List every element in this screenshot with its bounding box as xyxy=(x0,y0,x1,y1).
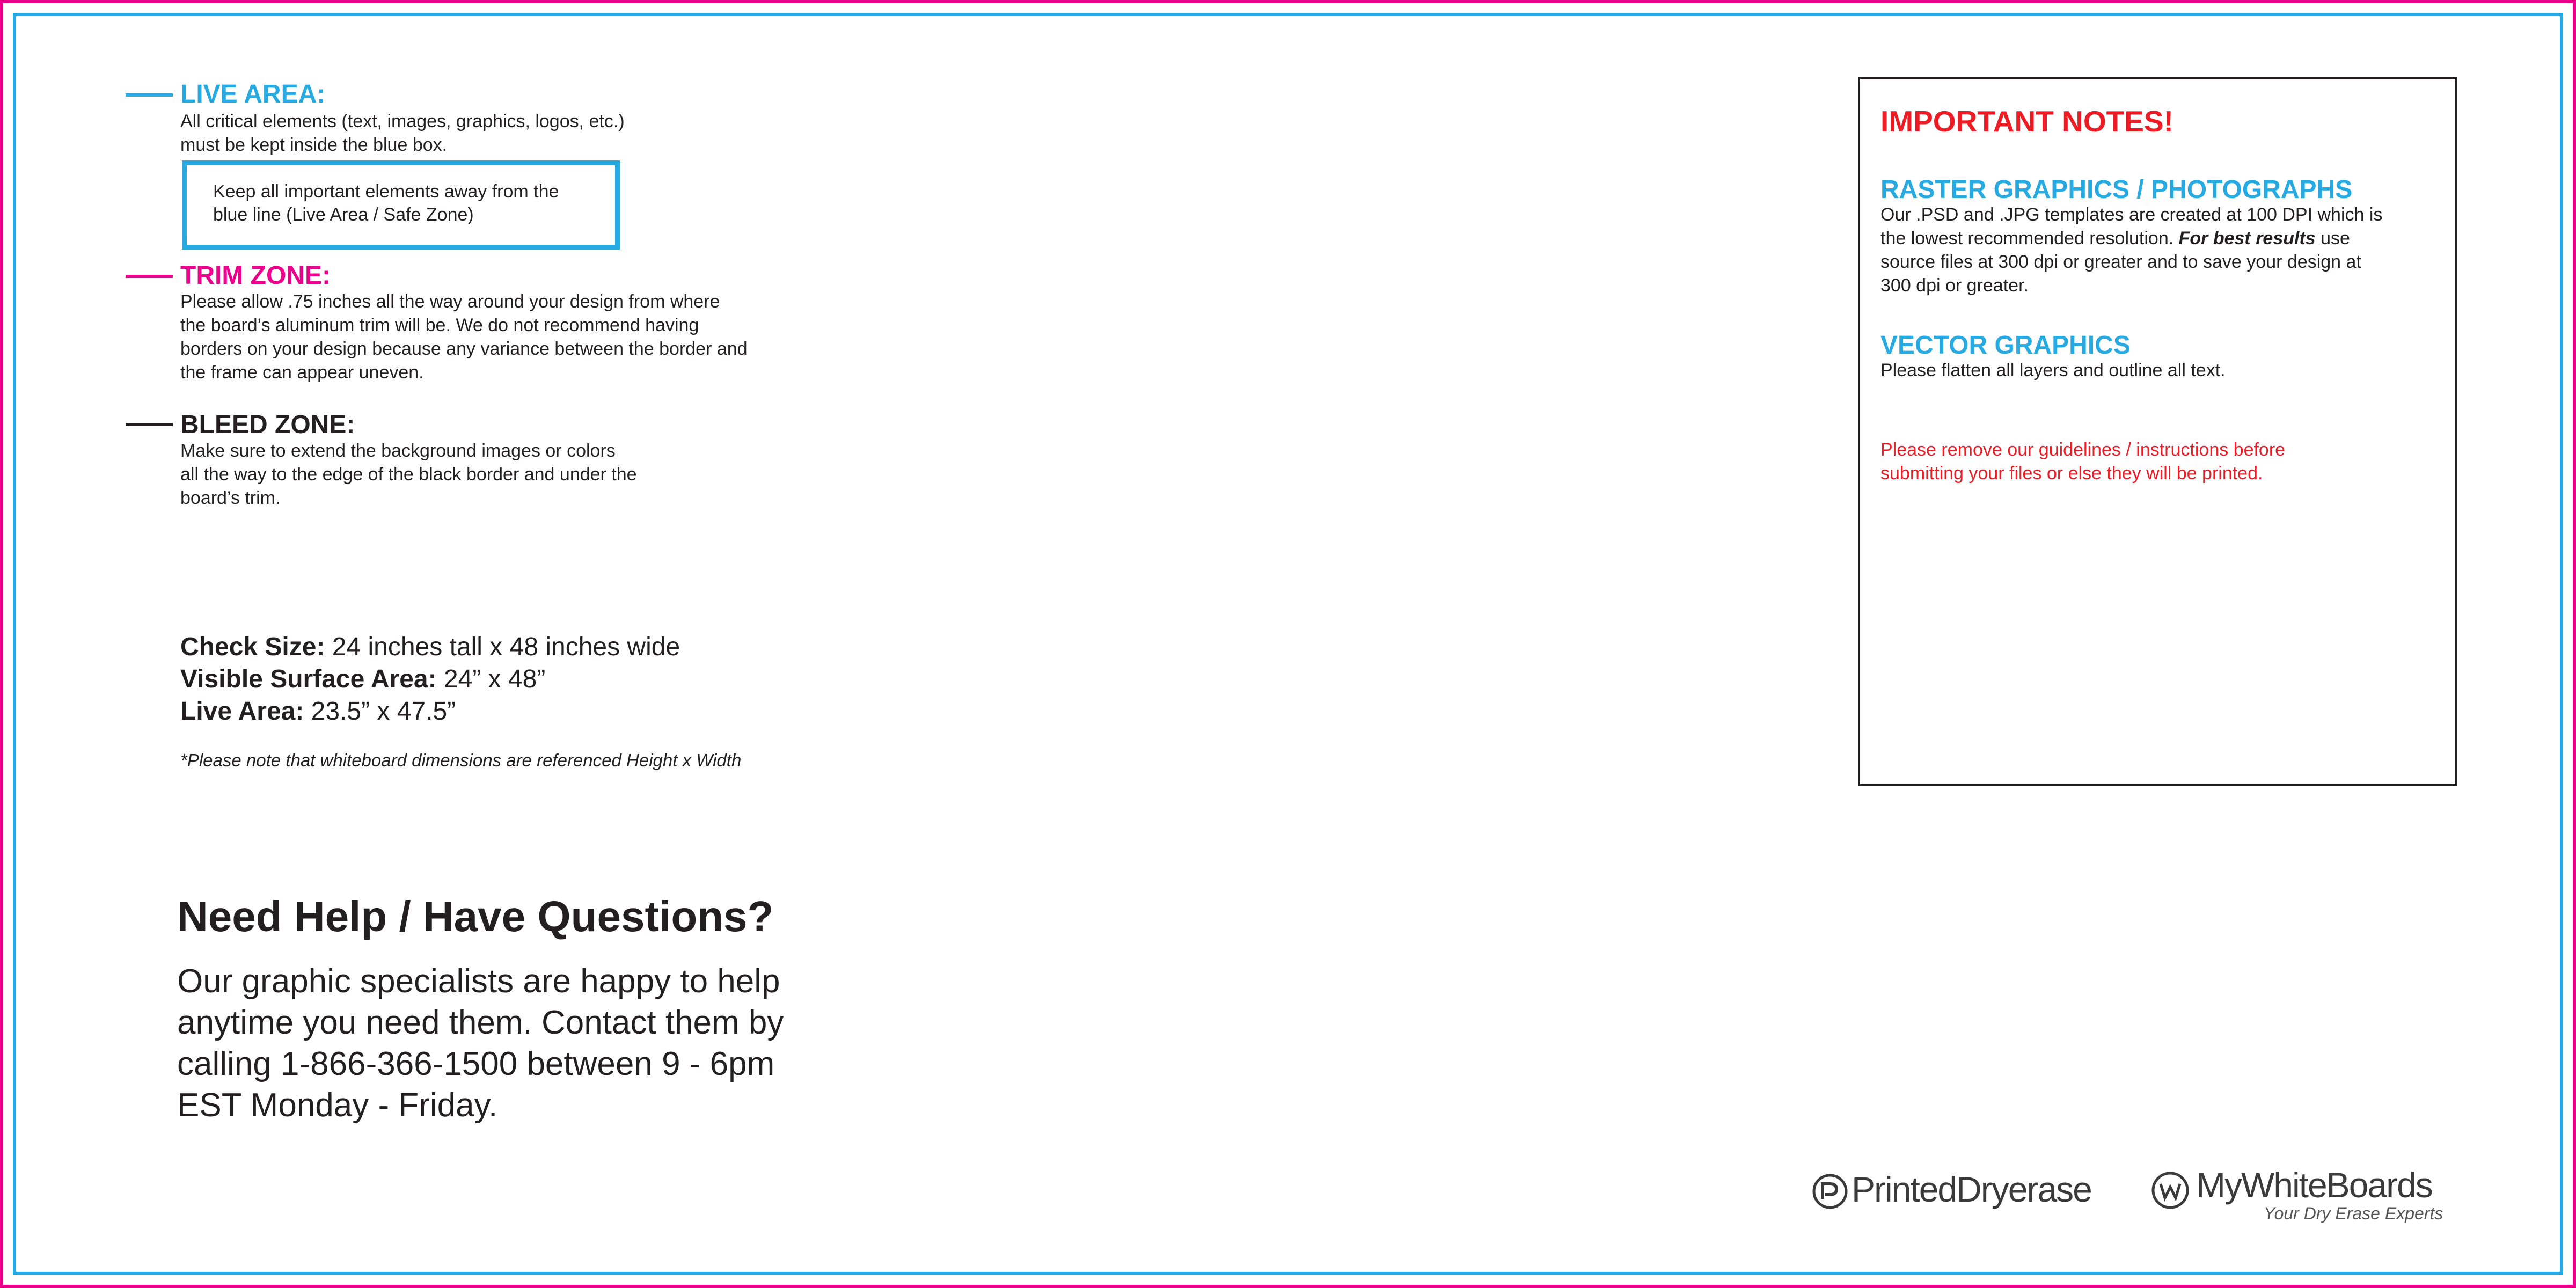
visible-area-row xyxy=(180,663,545,696)
sample-line: blue line (Live Area / Safe Zone) xyxy=(213,204,474,225)
important-notes-title: IMPORTANT NOTES! xyxy=(1880,105,2174,138)
live-area-spec-label: Live Area: xyxy=(180,697,304,726)
raster-line-pre: the lowest recommended resolution. xyxy=(1880,228,2179,248)
mywhiteboards-logo-text: MyWhiteBoards xyxy=(2196,1165,2432,1205)
bleed-zone-legend-line xyxy=(126,423,173,426)
bleed-zone-line: board’s trim. xyxy=(180,488,281,508)
check-size-row xyxy=(180,631,680,663)
raster-graphics-heading: RASTER GRAPHICS / PHOTOGRAPHS xyxy=(1880,175,2353,204)
help-title: Need Help / Have Questions? xyxy=(177,892,774,940)
mwb-logo-icon xyxy=(2151,1171,2190,1210)
trim-zone-title: TRIM ZONE: xyxy=(180,261,331,290)
trim-zone-description xyxy=(180,290,824,384)
trim-zone-line: the board’s aluminum trim will be. We do not recommend having xyxy=(180,315,699,335)
pd-logo-icon xyxy=(1811,1172,1849,1211)
raster-line: 300 dpi or greater. xyxy=(1880,275,2029,296)
live-area-spec-row xyxy=(180,696,456,728)
live-area-line: must be kept inside the blue box. xyxy=(180,135,448,155)
visible-area-label: Visible Surface Area: xyxy=(180,665,437,693)
vector-line: Please flatten all layers and outline all text. xyxy=(1880,360,2226,380)
live-area-title: LIVE AREA: xyxy=(180,80,326,108)
check-size-label: Check Size: xyxy=(180,633,325,661)
live-area-spec-value: 23.5” x 47.5” xyxy=(304,697,456,726)
vector-graphics-text xyxy=(1880,358,2226,382)
sample-line: Keep all important elements away from the xyxy=(213,181,559,202)
trim-zone-line: the frame can appear uneven. xyxy=(180,362,424,383)
help-line: Our graphic specialists are happy to help xyxy=(177,963,780,1000)
check-size-value: 24 inches tall x 48 inches wide xyxy=(325,633,680,661)
raster-graphics-text xyxy=(1880,203,2382,297)
live-area-line: All critical elements (text, images, graphics, logos, etc.) xyxy=(180,111,625,131)
live-area-description xyxy=(180,109,824,157)
warning-line: submitting your files or else they will be printed. xyxy=(1880,463,2263,484)
bleed-zone-title: BLEED ZONE: xyxy=(180,411,355,439)
raster-line xyxy=(1880,226,2382,250)
raster-line-post: use xyxy=(2315,228,2350,248)
help-line: anytime you need them. Contact them by xyxy=(177,1004,784,1041)
raster-line: Our .PSD and .JPG templates are created at 100 DPI which is xyxy=(1880,204,2383,225)
live-area-legend-line xyxy=(126,93,173,97)
trim-zone-line: Please allow .75 inches all the way around your design from where xyxy=(180,291,720,312)
vector-graphics-heading: VECTOR GRAPHICS xyxy=(1880,331,2131,360)
raster-line: source files at 300 dpi or greater and to save your design at xyxy=(1880,252,2361,272)
bleed-zone-line: all the way to the edge of the black border and under the xyxy=(180,464,637,485)
remove-guidelines-warning xyxy=(1880,438,2285,485)
printed-dryerase-logo-text: PrintedDryerase xyxy=(1851,1169,2091,1209)
help-body xyxy=(177,961,784,1126)
visible-area-value: 24” x 48” xyxy=(436,665,546,693)
help-line: calling 1-866-366-1500 between 9 - 6pm xyxy=(177,1045,775,1082)
trim-zone-legend-line xyxy=(126,275,173,278)
warning-line: Please remove our guidelines / instructions before xyxy=(1880,440,2286,460)
help-line: EST Monday - Friday. xyxy=(177,1087,498,1124)
bleed-zone-line: Make sure to extend the background images or colors xyxy=(180,441,616,461)
raster-best-results: For best results xyxy=(2178,228,2316,248)
dimension-note: *Please note that whiteboard dimensions are referenced Height x Width xyxy=(180,750,742,770)
live-area-sample-text xyxy=(213,180,559,226)
bleed-zone-description xyxy=(180,439,824,510)
trim-zone-line: borders on your design because any variance between the border and xyxy=(180,339,748,359)
mywhiteboards-tagline: Your Dry Erase Experts xyxy=(2264,1204,2443,1223)
